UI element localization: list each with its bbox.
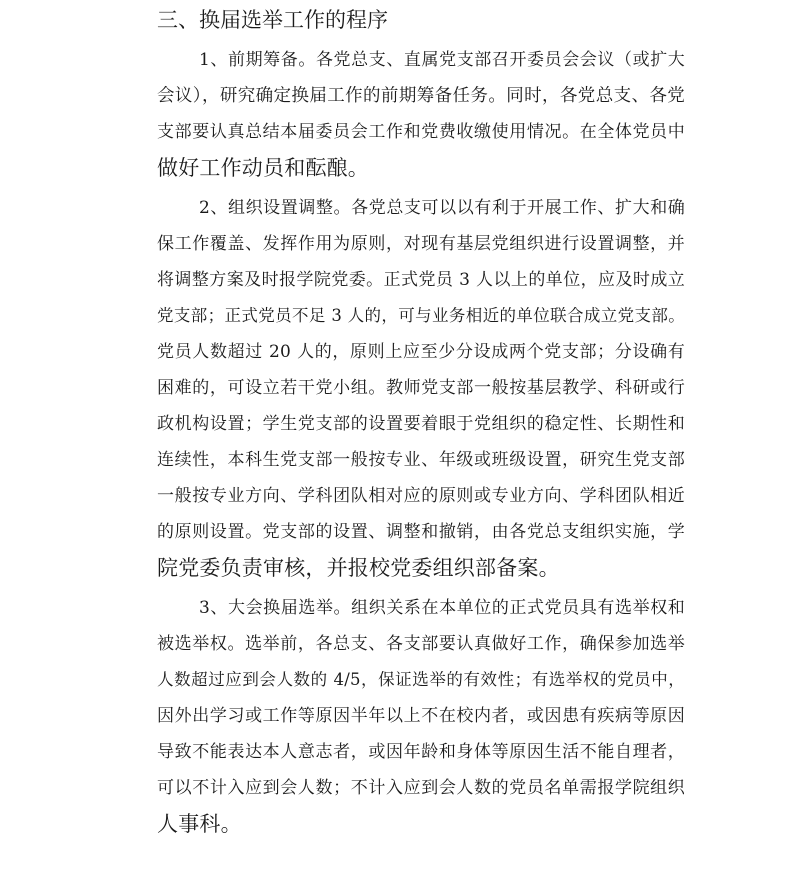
text-line: 党支部；正式党员不足 3 人的，可与业务相近的单位联合成立党支部。 bbox=[157, 306, 685, 325]
text-line: 人数超过应到会人数的 4/5，保证选举的有效性；有选举权的党员中， bbox=[157, 670, 685, 689]
text-line: 保工作覆盖、发挥作用为原则，对现有基层党组织进行设置调整，并 bbox=[157, 234, 685, 254]
text-line: 2、组织设置调整。各党总支可以以有利于开展工作、扩大和确 bbox=[199, 198, 685, 218]
text-line: 做好工作动员和酝酿。 bbox=[157, 156, 369, 180]
text-line: 困难的，可设立若干党小组。教师党支部一般按基层教学、科研或行 bbox=[157, 378, 685, 398]
text-line: 院党委负责审核，并报校党委组织部备案。 bbox=[157, 556, 560, 580]
text-line: 导致不能表达本人意志者，或因年龄和身体等原因生活不能自理者， bbox=[157, 742, 685, 762]
text-line: 一般按专业方向、学科团队相对应的原则或专业方向、学科团队相近 bbox=[157, 486, 685, 506]
text-line: 支部要认真总结本届委员会工作和党费收缴使用情况。在全体党员中 bbox=[157, 122, 685, 142]
text-line: 会议），研究确定换届工作的前期筹备任务。同时，各党总支、各党 bbox=[157, 86, 685, 106]
text-line: 因外出学习或工作等原因半年以上不在校内者，或因患有疾病等原因 bbox=[157, 706, 685, 726]
section-heading: 三、换届选举工作的程序 bbox=[157, 8, 388, 32]
text-line: 1、前期筹备。各党总支、直属党支部召开委员会会议（或扩大 bbox=[199, 50, 685, 70]
text-line: 人事科。 bbox=[157, 812, 242, 836]
text-line: 连续性，本科生党支部一般按专业、年级或班级设置，研究生党支部 bbox=[157, 450, 685, 470]
text-line: 党员人数超过 20 人的，原则上应至少分设成两个党支部；分设确有 bbox=[157, 342, 685, 362]
paragraph-organization-adjustment bbox=[115, 190, 685, 586]
text-line: 被选举权。选举前，各总支、各支部要认真做好工作，确保参加选举 bbox=[157, 634, 685, 654]
document-page bbox=[115, 0, 685, 877]
paragraph-preparation bbox=[115, 42, 685, 186]
paragraph-general-election bbox=[115, 590, 685, 842]
text-line: 政机构设置；学生党支部的设置要着眼于党组织的稳定性、长期性和 bbox=[157, 414, 685, 434]
text-line: 3、大会换届选举。组织关系在本单位的正式党员具有选举权和 bbox=[199, 598, 685, 618]
text-line: 可以不计入应到会人数；不计入应到会人数的党员名单需报学院组织 bbox=[157, 778, 685, 798]
text-line: 将调整方案及时报学院党委。正式党员 3 人以上的单位，应及时成立 bbox=[157, 270, 685, 290]
text-line: 的原则设置。党支部的设置、调整和撤销，由各党总支组织实施，学 bbox=[157, 522, 685, 542]
